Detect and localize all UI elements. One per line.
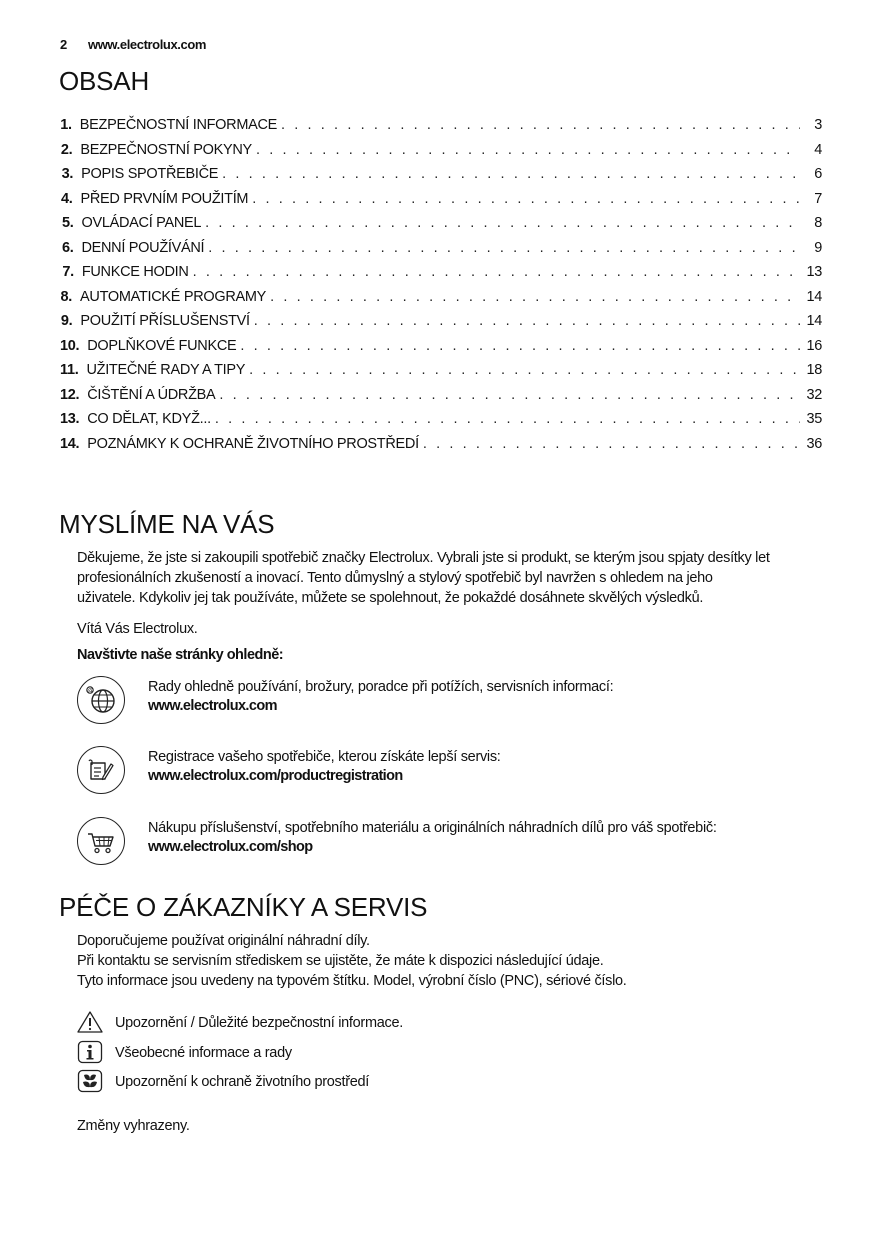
toc-number: 9. bbox=[60, 313, 73, 329]
toc-number: 10. bbox=[60, 337, 80, 354]
environment-icon bbox=[77, 1069, 103, 1093]
service-line: Při kontaktu se servisním střediskem se ujistěte, že máte k dispozici následující údaje. bbox=[77, 953, 604, 969]
toc-leader-dots bbox=[270, 289, 800, 305]
toc-row[interactable] bbox=[60, 362, 822, 387]
toc-entry-title: BEZPEČNOSTNÍ INFORMACE bbox=[79, 117, 278, 133]
intro-paragraph bbox=[77, 548, 837, 608]
toc-leader-dots bbox=[193, 264, 800, 280]
toc-entry-title: PŘED PRVNÍM POUŽITÍM bbox=[80, 190, 249, 207]
toc-leader-dots bbox=[205, 215, 800, 231]
toc-leader-dots bbox=[208, 240, 800, 256]
toc-row[interactable] bbox=[60, 215, 822, 240]
footer-note: Změny vyhrazeny. bbox=[77, 1118, 190, 1134]
warning-icon bbox=[77, 1010, 103, 1034]
toc-entry-title: POPIS SPOTŘEBIČE bbox=[81, 166, 219, 182]
service-paragraph bbox=[77, 931, 837, 991]
toc-page-number: 7 bbox=[814, 190, 822, 207]
service-line: Doporučujeme používat originální náhradní díly. bbox=[77, 933, 370, 949]
toc-page-number: 14 bbox=[806, 288, 822, 305]
toc-leader-dots bbox=[256, 142, 800, 158]
legend-text: Upozornění / Důležité bezpečnostní informace. bbox=[115, 1015, 403, 1031]
toc-number: 8. bbox=[60, 288, 73, 305]
toc-entry-title: OVLÁDACÍ PANEL bbox=[81, 215, 202, 231]
welcome-text: Vítá Vás Electrolux. bbox=[77, 621, 198, 637]
toc-page-number: 36 bbox=[806, 435, 822, 452]
toc-number: 11. bbox=[60, 362, 79, 378]
toc-number: 6. bbox=[61, 239, 74, 256]
toc-leader-dots bbox=[219, 387, 800, 403]
toc-leader-dots bbox=[254, 313, 800, 329]
toc-entry-title: AUTOMATICKÉ PROGRAMY bbox=[80, 288, 267, 305]
toc-row[interactable] bbox=[60, 240, 822, 265]
toc-row[interactable] bbox=[60, 117, 822, 142]
toc-number: 5. bbox=[62, 215, 74, 231]
toc-leader-dots bbox=[423, 436, 800, 452]
toc-row[interactable] bbox=[60, 436, 822, 461]
link-description: Nákupu příslušenství, spotřebního materiálu a originálních náhradních dílů pro váš spotřebič: bbox=[148, 820, 717, 836]
toc-page-number: 3 bbox=[814, 117, 822, 133]
registration-link[interactable]: www.electrolux.com/productregistration bbox=[148, 768, 403, 784]
toc-row[interactable] bbox=[60, 387, 822, 412]
link-item-support bbox=[77, 676, 837, 732]
toc-number: 12. bbox=[60, 386, 80, 403]
toc-number: 3. bbox=[61, 166, 74, 182]
toc-leader-dots bbox=[252, 191, 800, 207]
toc-page-number: 18 bbox=[806, 362, 822, 378]
toc-row[interactable] bbox=[60, 264, 822, 289]
table-of-contents bbox=[60, 117, 822, 460]
toc-number: 2. bbox=[60, 141, 73, 158]
toc-page-number: 8 bbox=[814, 215, 822, 231]
info-icon bbox=[77, 1040, 103, 1064]
toc-entry-title: POUŽITÍ PŘÍSLUŠENSTVÍ bbox=[80, 313, 250, 329]
support-link[interactable]: www.electrolux.com bbox=[148, 698, 277, 714]
toc-page-number: 32 bbox=[806, 386, 822, 403]
service-line: Tyto informace jsou uvedeny na typovém štítku. Model, výrobní číslo (PNC), sériové číslo. bbox=[77, 973, 627, 989]
header-site[interactable]: www.electrolux.com bbox=[88, 37, 207, 52]
service-title: PÉČE O ZÁKAZNÍKY A SERVIS bbox=[59, 892, 428, 922]
toc-page-number: 14 bbox=[806, 313, 822, 329]
intro-line: Děkujeme, že jste si zakoupili spotřebič značky Electrolux. Vybrali jste si produkt, se kterým jsou spjaty desítky let bbox=[77, 550, 770, 566]
globe-icon bbox=[77, 676, 125, 724]
toc-entry-title: DOPLŇKOVÉ FUNKCE bbox=[87, 337, 237, 354]
toc-entry-title: BEZPEČNOSTNÍ POKYNY bbox=[80, 141, 252, 158]
toc-number: 1. bbox=[60, 117, 72, 133]
link-item-registration bbox=[77, 746, 837, 802]
toc-number: 13. bbox=[60, 411, 80, 427]
link-description: Rady ohledně používání, brožury, poradce při potížích, servisních informací: bbox=[148, 679, 614, 695]
toc-page-number: 35 bbox=[806, 411, 822, 427]
toc-row[interactable] bbox=[60, 289, 822, 314]
toc-entry-title: FUNKCE HODIN bbox=[81, 264, 189, 280]
toc-row[interactable] bbox=[60, 313, 822, 338]
toc-leader-dots bbox=[215, 411, 800, 427]
thinking-title: MYSLÍME NA VÁS bbox=[59, 509, 275, 539]
toc-row[interactable] bbox=[60, 166, 822, 191]
page-number: 2 bbox=[60, 37, 67, 52]
toc-row[interactable] bbox=[60, 338, 822, 363]
toc-row[interactable] bbox=[60, 191, 822, 216]
toc-number: 7. bbox=[62, 264, 74, 280]
toc-entry-title: POZNÁMKY K OCHRANĚ ŽIVOTNÍHO PROSTŘEDÍ bbox=[87, 435, 419, 452]
toc-leader-dots bbox=[249, 362, 800, 378]
toc-row[interactable] bbox=[60, 142, 822, 167]
toc-entry-title: DENNÍ POUŽÍVÁNÍ bbox=[81, 239, 205, 256]
visit-label: Navštivte naše stránky ohledně: bbox=[77, 647, 284, 663]
toc-page-number: 9 bbox=[814, 239, 822, 256]
intro-line: profesionálních zkušeností a inovací. Tento důmyslný a stylový spotřebič byl navržen s ohledem na jeho bbox=[77, 570, 713, 586]
toc-entry-title: UŽITEČNÉ RADY A TIPY bbox=[86, 362, 246, 378]
toc-leader-dots bbox=[240, 338, 800, 354]
intro-line: uživatele. Kdykoliv jej tak používáte, můžete se spolehnout, že pokaždé dosáhnete skvělých výsledků. bbox=[77, 590, 704, 606]
link-description: Registrace vašeho spotřebiče, kterou získáte lepší servis: bbox=[148, 749, 501, 765]
shop-link[interactable]: www.electrolux.com/shop bbox=[148, 839, 313, 855]
toc-number: 14. bbox=[60, 435, 80, 452]
link-item-shop bbox=[77, 817, 837, 873]
legend-text: Upozornění k ochraně životního prostředí bbox=[115, 1074, 369, 1090]
toc-page-number: 16 bbox=[806, 337, 822, 354]
toc-entry-title: CO DĚLAT, KDYŽ... bbox=[87, 411, 211, 427]
toc-entry-title: ČIŠTĚNÍ A ÚDRŽBA bbox=[87, 386, 216, 403]
toc-leader-dots bbox=[281, 117, 800, 133]
registration-icon bbox=[77, 746, 125, 794]
toc-page-number: 13 bbox=[806, 264, 822, 280]
svg-text:@: @ bbox=[87, 686, 94, 695]
shopping-cart-icon bbox=[77, 817, 125, 865]
toc-title: OBSAH bbox=[59, 66, 150, 96]
toc-page-number: 4 bbox=[814, 141, 822, 158]
legend-text: Všeobecné informace a rady bbox=[115, 1045, 292, 1061]
toc-page-number: 6 bbox=[814, 166, 822, 182]
toc-row[interactable] bbox=[60, 411, 822, 436]
toc-leader-dots bbox=[222, 166, 800, 182]
toc-number: 4. bbox=[60, 190, 73, 207]
